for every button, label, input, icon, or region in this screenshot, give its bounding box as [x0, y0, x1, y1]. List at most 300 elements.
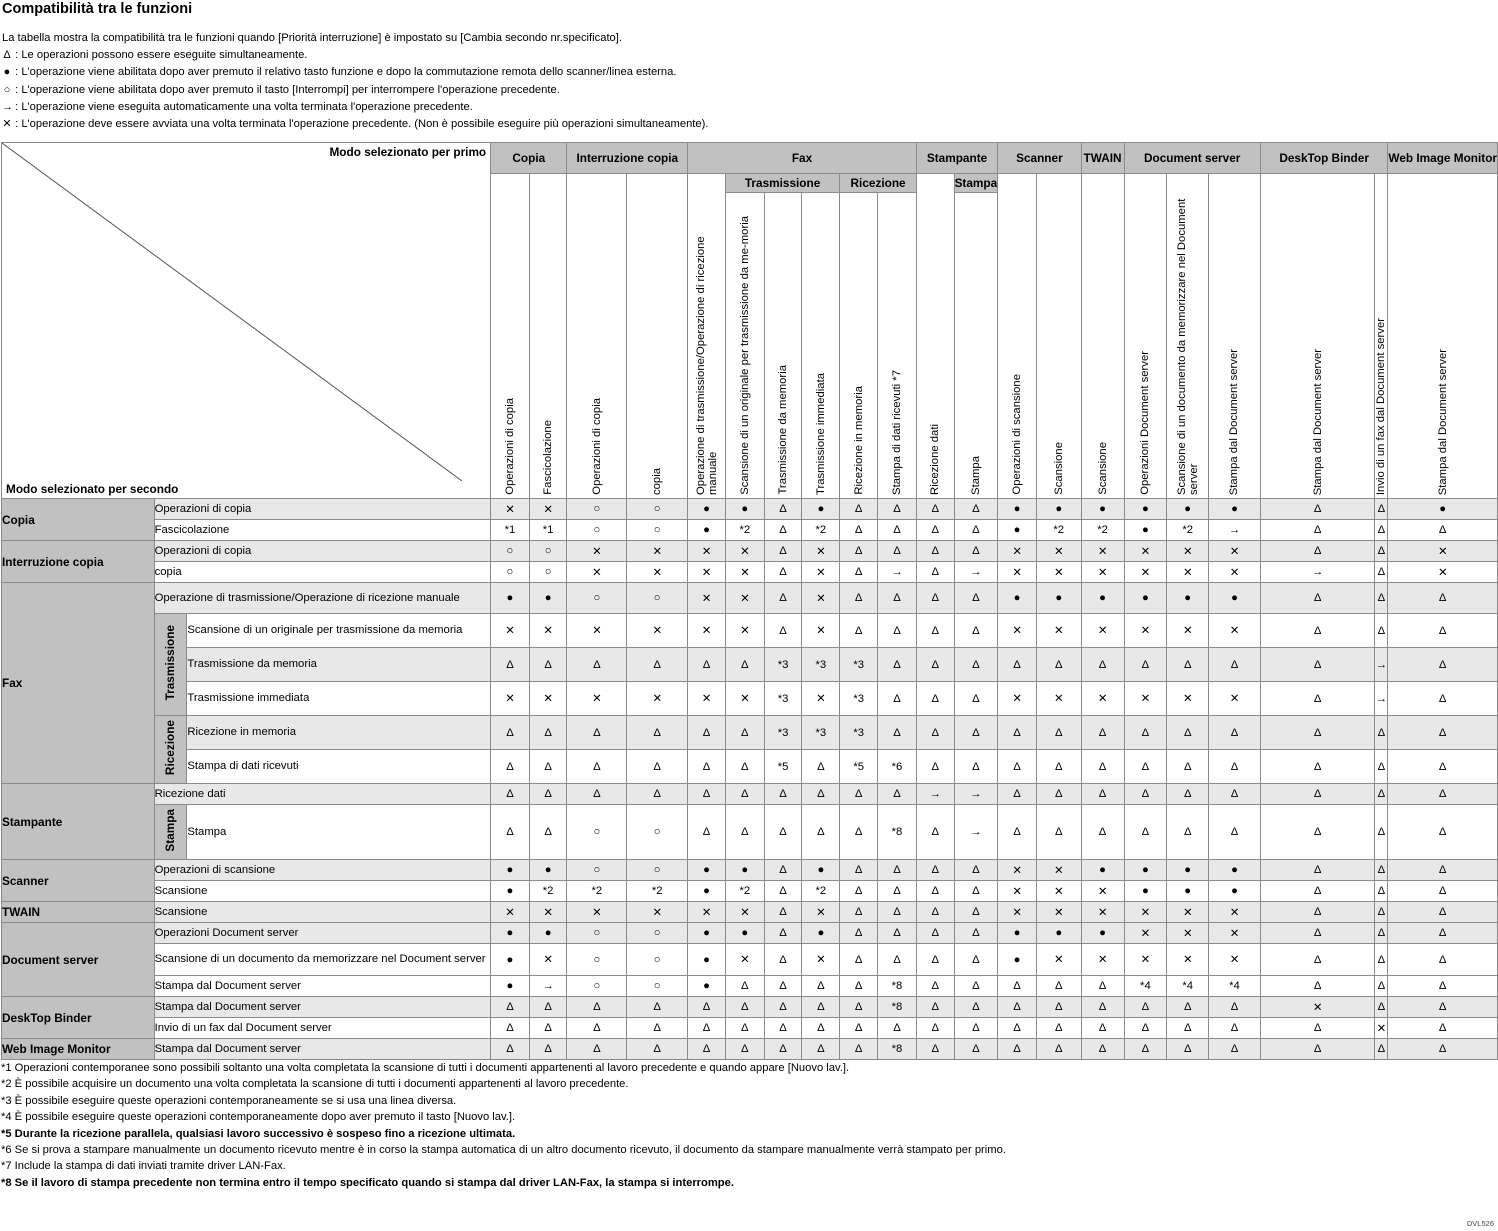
compat-cell: Δ — [1036, 1039, 1081, 1060]
column-header — [529, 174, 567, 499]
compat-cell: ● — [1081, 499, 1124, 520]
compat-cell: *2 — [725, 520, 764, 541]
legend-text: : L'operazione viene eseguita automaticamente una volta terminata l'operazione precedente. — [15, 100, 473, 113]
compat-cell: Δ — [1375, 805, 1388, 860]
compat-cell: Δ — [802, 997, 840, 1018]
compat-cell: Δ — [840, 923, 878, 944]
compat-cell: Δ — [764, 976, 802, 997]
compat-cell: Δ — [1260, 1039, 1375, 1060]
compat-cell: Δ — [764, 923, 802, 944]
column-header-text: Scansione — [1096, 442, 1109, 495]
compat-cell: Δ — [1260, 902, 1375, 923]
compat-cell: *2 — [802, 881, 840, 902]
column-header-text: Stampa — [969, 456, 982, 495]
legend-text: : L'operazione viene abilitata dopo aver premuto il tasto [Interrompi] per interrompere l'operazione precedente. — [15, 83, 560, 96]
compat-cell: ✕ — [1209, 614, 1261, 648]
column-header-text: Stampa di dati ricevuti *7 — [890, 370, 903, 495]
column-group-header: Stampante — [916, 143, 997, 174]
compat-cell: Δ — [491, 1039, 530, 1060]
figure-code: DVL526 — [1466, 1219, 1494, 1228]
table-row — [2, 562, 1498, 583]
compat-cell: Δ — [954, 944, 998, 976]
compat-cell: Δ — [1081, 805, 1124, 860]
column-header — [1036, 174, 1081, 499]
compat-cell: Δ — [1260, 716, 1375, 750]
compat-cell: Δ — [1081, 976, 1124, 997]
compat-cell: Δ — [1167, 1039, 1209, 1060]
compat-cell: Δ — [567, 716, 627, 750]
row-label: Stampa dal Document server — [154, 997, 491, 1018]
compat-cell: ✕ — [1124, 944, 1167, 976]
compat-cell: Δ — [878, 784, 917, 805]
compat-cell: → — [529, 976, 567, 997]
compat-cell: Δ — [764, 902, 802, 923]
compat-cell: ● — [1167, 881, 1209, 902]
compat-cell: *2 — [627, 881, 688, 902]
compat-cell: → — [954, 805, 998, 860]
compat-cell: ● — [1036, 583, 1081, 614]
compat-cell: ○ — [567, 976, 627, 997]
compat-cell: Δ — [916, 881, 954, 902]
compat-cell: Δ — [1081, 750, 1124, 784]
legend-line — [2, 82, 708, 99]
compat-cell: Δ — [764, 541, 802, 562]
table-row — [2, 860, 1498, 881]
compat-cell: Δ — [1081, 784, 1124, 805]
compat-cell: Δ — [627, 750, 688, 784]
column-header — [916, 174, 954, 499]
compat-cell: Δ — [491, 648, 530, 682]
compat-cell: ✕ — [998, 902, 1037, 923]
compat-cell: Δ — [491, 750, 530, 784]
row-label: Stampa di dati ricevuti — [187, 750, 491, 784]
compat-cell: ● — [802, 499, 840, 520]
compat-cell: Δ — [916, 614, 954, 648]
compat-cell: ○ — [567, 923, 627, 944]
compat-cell: Δ — [998, 784, 1037, 805]
compat-cell: ● — [802, 860, 840, 881]
row-label: Scansione — [154, 881, 491, 902]
compat-cell: Δ — [1260, 583, 1375, 614]
compat-cell: ✕ — [627, 614, 688, 648]
compat-cell: Δ — [954, 881, 998, 902]
compat-cell: ✕ — [627, 541, 688, 562]
column-header-text: Trasmissione da memoria — [777, 365, 790, 495]
compat-cell: ● — [998, 499, 1037, 520]
compat-cell: Δ — [1260, 614, 1375, 648]
compat-cell: ✕ — [1081, 902, 1124, 923]
compat-cell: Δ — [878, 648, 917, 682]
table-row — [2, 520, 1498, 541]
compat-cell: Δ — [1260, 860, 1375, 881]
compat-cell: → — [1260, 562, 1375, 583]
compat-cell: ✕ — [1167, 682, 1209, 716]
compat-cell: Δ — [916, 583, 954, 614]
row-subgroup-header — [154, 716, 187, 784]
compat-cell: Δ — [1375, 860, 1388, 881]
compat-cell: ● — [1388, 499, 1498, 520]
compat-cell: Δ — [1388, 881, 1498, 902]
compat-cell: Δ — [627, 997, 688, 1018]
column-header — [802, 193, 840, 499]
compat-cell: Δ — [688, 1018, 726, 1039]
column-group-header: Scanner — [998, 143, 1081, 174]
compat-cell: Δ — [1375, 976, 1388, 997]
compat-cell: ✕ — [1209, 541, 1261, 562]
compat-cell: Δ — [1375, 614, 1388, 648]
compat-cell: Δ — [1388, 805, 1498, 860]
compat-cell: ✕ — [1036, 944, 1081, 976]
compat-cell: ✕ — [1209, 923, 1261, 944]
legend-text: La tabella mostra la compatibilità tra le funzioni quando [Priorità interruzione] è impostato su [Cambia secondo nr.specificato]. — [2, 32, 622, 44]
column-subgroup-header: Ricezione — [840, 174, 917, 193]
legend-line — [2, 47, 708, 64]
column-header-text: copia — [651, 467, 664, 495]
compat-cell: Δ — [491, 784, 530, 805]
column-header — [840, 193, 878, 499]
table-row — [2, 881, 1498, 902]
compat-cell: ● — [1209, 583, 1261, 614]
compat-cell: *3 — [764, 682, 802, 716]
compat-cell: ✕ — [725, 562, 764, 583]
compat-cell: ✕ — [998, 541, 1037, 562]
compat-cell: ✕ — [1124, 541, 1167, 562]
compat-cell: Δ — [916, 805, 954, 860]
compat-cell: Δ — [764, 944, 802, 976]
compat-cell: Δ — [916, 562, 954, 583]
compatibility-table — [1, 142, 1498, 1060]
compat-cell: Δ — [840, 1039, 878, 1060]
compat-cell: Δ — [1260, 944, 1375, 976]
compat-cell: Δ — [1388, 997, 1498, 1018]
column-header — [1081, 174, 1124, 499]
compat-cell: ✕ — [1388, 562, 1498, 583]
row-group-header: TWAIN — [2, 902, 155, 923]
compat-cell: Δ — [688, 784, 726, 805]
compat-cell: Δ — [764, 499, 802, 520]
compat-cell: Δ — [1375, 541, 1388, 562]
footnote: *8 Se il lavoro di stampa precedente non termina entro il tempo specificato quando si stampa dal driver LAN-Fax, la stampa si interrompe. — [1, 1176, 734, 1189]
row-subgroup-text: Trasmissione — [163, 625, 178, 701]
compat-cell: Δ — [1036, 805, 1081, 860]
compat-cell: ○ — [567, 520, 627, 541]
compat-cell: Δ — [954, 648, 998, 682]
compat-cell: ● — [998, 520, 1037, 541]
compat-cell: Δ — [1124, 997, 1167, 1018]
compat-cell: ● — [688, 923, 726, 944]
compat-cell: Δ — [954, 520, 998, 541]
compat-cell: → — [1375, 648, 1388, 682]
compat-cell: Δ — [567, 750, 627, 784]
footnote: *7 Include la stampa di dati inviati tramite driver LAN-Fax. — [1, 1160, 286, 1173]
compat-cell: Δ — [878, 902, 917, 923]
column-header-text: Trasmissione immediata — [814, 373, 827, 495]
compat-cell: Δ — [878, 541, 917, 562]
compat-cell: Δ — [954, 902, 998, 923]
compat-cell: Δ — [840, 541, 878, 562]
row-label: Scansione — [154, 902, 491, 923]
compat-cell: ✕ — [1081, 562, 1124, 583]
compat-cell: Δ — [954, 1018, 998, 1039]
compat-cell: ● — [491, 860, 530, 881]
row-subgroup-text: Ricezione — [163, 720, 178, 776]
compat-cell: Δ — [1036, 716, 1081, 750]
compat-cell: ✕ — [1209, 682, 1261, 716]
compat-cell: Δ — [916, 902, 954, 923]
compat-cell: Δ — [1388, 648, 1498, 682]
compat-cell: Δ — [1375, 902, 1388, 923]
legend-mark: → — [2, 100, 13, 113]
compat-cell: Δ — [840, 520, 878, 541]
table-row — [2, 902, 1498, 923]
table-row — [2, 784, 1498, 805]
compat-cell: ● — [1167, 860, 1209, 881]
compat-cell: ● — [491, 583, 530, 614]
compat-cell: Δ — [878, 944, 917, 976]
compat-cell: Δ — [998, 1018, 1037, 1039]
compat-cell: ● — [998, 583, 1037, 614]
compat-cell: Δ — [1388, 944, 1498, 976]
footnote: *3 È possibile eseguire queste operazioni contemporaneamente se si usa una linea diversa. — [1, 1094, 457, 1107]
compat-cell: Δ — [1081, 997, 1124, 1018]
compat-cell: ✕ — [1167, 614, 1209, 648]
compat-cell: → — [954, 784, 998, 805]
compat-cell: Δ — [1388, 750, 1498, 784]
compat-cell: Δ — [998, 716, 1037, 750]
compat-cell: Δ — [627, 1039, 688, 1060]
compat-cell: ● — [688, 944, 726, 976]
compat-cell: ✕ — [1167, 944, 1209, 976]
row-label: Invio di un fax dal Document server — [154, 1018, 491, 1039]
compat-cell: Δ — [1388, 784, 1498, 805]
compat-cell: ○ — [491, 541, 530, 562]
compat-cell: ● — [802, 923, 840, 944]
compat-cell: Δ — [840, 997, 878, 1018]
compat-cell: Δ — [764, 583, 802, 614]
compat-cell: Δ — [840, 976, 878, 997]
compat-cell: ○ — [627, 944, 688, 976]
table-row — [2, 499, 1498, 520]
compat-cell: ● — [529, 583, 567, 614]
compat-cell: ✕ — [998, 562, 1037, 583]
table-row — [2, 944, 1498, 976]
compat-cell: ● — [688, 881, 726, 902]
legend-line — [2, 30, 708, 47]
compat-cell: ✕ — [1036, 541, 1081, 562]
compat-cell: ✕ — [529, 682, 567, 716]
compat-cell: Δ — [998, 976, 1037, 997]
row-label: Scansione di un originale per trasmissione da memoria — [187, 614, 491, 648]
compat-cell: ● — [491, 881, 530, 902]
compat-cell: Δ — [1036, 784, 1081, 805]
compat-cell: Δ — [1388, 614, 1498, 648]
compat-cell: ✕ — [529, 902, 567, 923]
table-row — [2, 923, 1498, 944]
compat-cell: ✕ — [998, 682, 1037, 716]
legend-text: : L'operazione viene abilitata dopo aver premuto il relativo tasto funzione e dopo la commutazione remota dello scanner/linea esterna. — [15, 66, 677, 79]
column-group-header: TWAIN — [1081, 143, 1124, 174]
compat-cell: ✕ — [1209, 944, 1261, 976]
compat-cell: ✕ — [627, 682, 688, 716]
compat-cell: ✕ — [1167, 562, 1209, 583]
compat-cell: Δ — [802, 1018, 840, 1039]
column-header — [1167, 174, 1209, 499]
compat-cell: ✕ — [688, 682, 726, 716]
compat-cell: Δ — [1388, 520, 1498, 541]
compat-cell: Δ — [1375, 997, 1388, 1018]
compat-cell: ● — [1124, 860, 1167, 881]
compat-cell: Δ — [1209, 1018, 1261, 1039]
compat-cell: ✕ — [567, 614, 627, 648]
compat-cell: *1 — [529, 520, 567, 541]
compat-cell: ✕ — [998, 860, 1037, 881]
compat-cell: *3 — [802, 716, 840, 750]
compat-cell: Δ — [764, 860, 802, 881]
compat-cell: Δ — [1260, 923, 1375, 944]
compat-cell: Δ — [764, 881, 802, 902]
column-group-header: Interruzione copia — [567, 143, 688, 174]
compat-cell: Δ — [998, 1039, 1037, 1060]
compat-cell: ✕ — [802, 583, 840, 614]
compat-cell: *2 — [725, 881, 764, 902]
compat-cell: Δ — [916, 944, 954, 976]
column-header-text: Operazione di trasmissione/Operazione di ricezione manuale — [694, 236, 719, 495]
compat-cell: Δ — [688, 805, 726, 860]
table-row — [2, 682, 1498, 716]
compat-cell: Δ — [878, 520, 917, 541]
compat-cell: Δ — [688, 750, 726, 784]
compat-cell: Δ — [916, 541, 954, 562]
compat-cell: Δ — [529, 750, 567, 784]
compat-cell: *4 — [1167, 976, 1209, 997]
compat-cell: → — [878, 562, 917, 583]
compat-cell: ○ — [529, 562, 567, 583]
compat-cell: Δ — [1036, 648, 1081, 682]
compat-cell: Δ — [954, 716, 998, 750]
compat-cell: Δ — [567, 1018, 627, 1039]
compat-cell: Δ — [1260, 648, 1375, 682]
row-label: Ricezione dati — [154, 784, 491, 805]
compat-cell: Δ — [954, 997, 998, 1018]
compat-cell: ✕ — [1036, 881, 1081, 902]
compat-cell: ✕ — [1081, 881, 1124, 902]
compat-cell: Δ — [802, 805, 840, 860]
compat-cell: Δ — [998, 805, 1037, 860]
column-header — [1209, 174, 1261, 499]
row-label: Operazioni Document server — [154, 923, 491, 944]
row-label: Trasmissione da memoria — [187, 648, 491, 682]
compat-cell: Δ — [1260, 976, 1375, 997]
compat-cell: Δ — [840, 944, 878, 976]
legend-mark: ○ — [3, 83, 11, 96]
compat-cell: ✕ — [1124, 923, 1167, 944]
compat-cell: Δ — [1036, 1018, 1081, 1039]
compat-cell: Δ — [954, 1039, 998, 1060]
table-row — [2, 541, 1498, 562]
column-header — [954, 193, 998, 499]
compat-cell: Δ — [840, 902, 878, 923]
compat-cell: ✕ — [1081, 944, 1124, 976]
compat-cell: ✕ — [802, 944, 840, 976]
row-label: Operazione di trasmissione/Operazione di ricezione manuale — [154, 583, 491, 614]
compat-cell: Δ — [1260, 682, 1375, 716]
table-row — [2, 716, 1498, 750]
row-label: Trasmissione immediata — [187, 682, 491, 716]
row-group-header: Document server — [2, 923, 155, 997]
compat-cell: Δ — [840, 562, 878, 583]
compat-cell: *2 — [1167, 520, 1209, 541]
compat-cell: Δ — [1209, 997, 1261, 1018]
compat-cell: *2 — [529, 881, 567, 902]
table-row — [2, 997, 1498, 1018]
compat-cell: ✕ — [1036, 682, 1081, 716]
compat-cell: Δ — [954, 976, 998, 997]
legend-mark: ● — [3, 66, 11, 79]
compat-cell: Δ — [1388, 682, 1498, 716]
footnote: *1 Operazioni contemporanee sono possibili soltanto una volta completata la scansione di tutti i documenti appartenenti al lavoro precedente e quando appare [Nuovo lav.]. — [1, 1062, 850, 1074]
compat-cell: Δ — [1260, 1018, 1375, 1039]
footnotes — [1, 1060, 1006, 1191]
row-group-header: DeskTop Binder — [2, 997, 155, 1039]
compat-cell: ● — [1081, 923, 1124, 944]
table-row — [2, 1018, 1498, 1039]
compat-cell: Δ — [1124, 805, 1167, 860]
compat-cell: ● — [1167, 499, 1209, 520]
compat-cell: ● — [725, 499, 764, 520]
compat-cell: ● — [1124, 881, 1167, 902]
compat-cell: Δ — [916, 1039, 954, 1060]
compat-cell: Δ — [1260, 805, 1375, 860]
compat-cell: ✕ — [567, 562, 627, 583]
row-label: Stampa — [187, 805, 491, 860]
compat-cell: ✕ — [567, 902, 627, 923]
compat-cell: Δ — [491, 716, 530, 750]
compat-cell: ✕ — [491, 682, 530, 716]
compat-cell: Δ — [627, 716, 688, 750]
compat-cell: Δ — [567, 648, 627, 682]
column-group-header: Web Image Monitor — [1388, 143, 1498, 174]
column-subgroup-header: Trasmissione — [725, 174, 839, 193]
row-subgroup-text: Stampa — [163, 809, 178, 852]
table-row — [2, 1039, 1498, 1060]
compat-cell: *1 — [491, 520, 530, 541]
compat-cell: Δ — [1375, 750, 1388, 784]
compat-cell: Δ — [954, 923, 998, 944]
row-group-header: Stampante — [2, 784, 155, 860]
compat-cell: ✕ — [1209, 902, 1261, 923]
row-group-header: Fax — [2, 583, 155, 784]
compat-cell: Δ — [567, 997, 627, 1018]
compat-cell: Δ — [1375, 499, 1388, 520]
compat-cell: ○ — [567, 499, 627, 520]
compat-cell: Δ — [1036, 997, 1081, 1018]
compat-cell: Δ — [1036, 750, 1081, 784]
compat-cell: Δ — [1375, 583, 1388, 614]
compat-cell: *3 — [840, 682, 878, 716]
compat-cell: Δ — [1388, 976, 1498, 997]
compat-cell: → — [916, 784, 954, 805]
compat-cell: Δ — [764, 997, 802, 1018]
compat-cell: ✕ — [802, 562, 840, 583]
compat-cell: ✕ — [688, 562, 726, 583]
compat-cell: Δ — [916, 682, 954, 716]
compat-cell: ✕ — [725, 902, 764, 923]
compat-cell: ● — [1081, 583, 1124, 614]
compat-cell: → — [1375, 682, 1388, 716]
compat-cell: Δ — [878, 881, 917, 902]
compat-cell: Δ — [954, 614, 998, 648]
compat-cell: Δ — [1081, 716, 1124, 750]
